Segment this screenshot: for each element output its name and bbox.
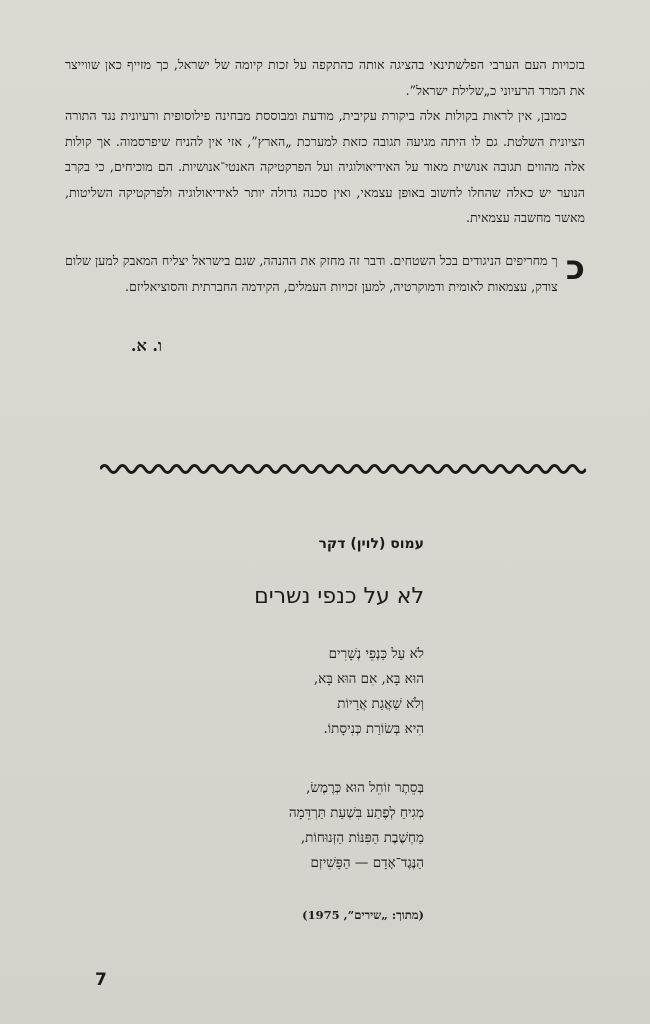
poem-stanza-1 [314, 642, 424, 742]
article-continuation [65, 52, 585, 231]
poem-line: לֹא עַל כַּנְפֵי נְשָׁרִים [328, 646, 424, 662]
poem-line: הוּא בָּא, אִם הוּא בָּא, [313, 671, 424, 687]
drop-cap-initial: כ [565, 248, 585, 288]
poem-line: וְלֹא שַׁאֲגַת אֲרָיוֹת [337, 696, 424, 712]
article-closing-section [65, 248, 585, 299]
poem-line: מְגִיחַ לְפֶתַע בִּשְׁעַת תַּרְדֵּמָה [288, 805, 424, 821]
poem-title: לא על כנפי נשרים [254, 584, 424, 609]
poem-line: הַנֶּגֶד־אָדָם — הַפָּשִׁיזְם [310, 855, 424, 871]
page-number: 7 [95, 970, 107, 990]
wavy-divider [100, 458, 586, 480]
poem-stanza-2 [289, 776, 424, 876]
poem-line: הִיא בְּשׂוֹרַת כְּנִיסָתוֹ. [323, 721, 424, 737]
poem-source: (מתוך: „שירים”, 1975) [302, 908, 424, 922]
poem-line: בְּסֵתֶר זוֹחֵל הוּא כְּרֶמֶשׂ, [306, 780, 424, 796]
poem-line: מַחְשֶׁבֶת הַפִּנּוֹת הַזְּנוּחוֹת, [300, 830, 424, 846]
article-paragraph-1: בזכויות העם הערבי הפלשתינאי בהציגה אותה כהתקפה על זכות קיומה של ישראל, כך מזייף כאן שווייצר את המרד הרעיוני כ„שלילת ישראל”. [65, 57, 585, 98]
article-paragraph-2: כמובן, אין לראות בקולות אלה ביקורת עקיבית, מודעת ומבוססת מבחינה פילוסופית ורעיונית נגד התורה הציונית השלטת. גם לו היתה מגיעה תגובה כזאת למערכת „הארץ”, אזי אין להניח שיפרסמוה. אך קולות אלה מהווים תגובה אנושית מאוד על האידיאולוגיה ועל הפרקטיקה האנטי־אנושיות. הם מוכיחים, כי בקרב הנוער יש כאלה שהחלו לחשוב באופן עצמאי, ואין סכנה גדולה יותר לאידיאולוגיה ולפרקטיקה השליטות, מאשר מחשבה עצמאית. [65, 108, 585, 225]
closing-paragraph: ך מחריפים הניגודים בכל השטחים. ודבר זה מחזק את ההנהה, שגם בישראל יצליח המאבק למען שלום צודק, עצמאות לאומית ודמוקרטיה, למען זכויות העמלים, הקידמה החברתית והסוציאליזם. [65, 253, 558, 294]
author-signature: ו. א. [130, 336, 162, 355]
poem-author: עמוס (לוין) דקר [318, 536, 424, 552]
